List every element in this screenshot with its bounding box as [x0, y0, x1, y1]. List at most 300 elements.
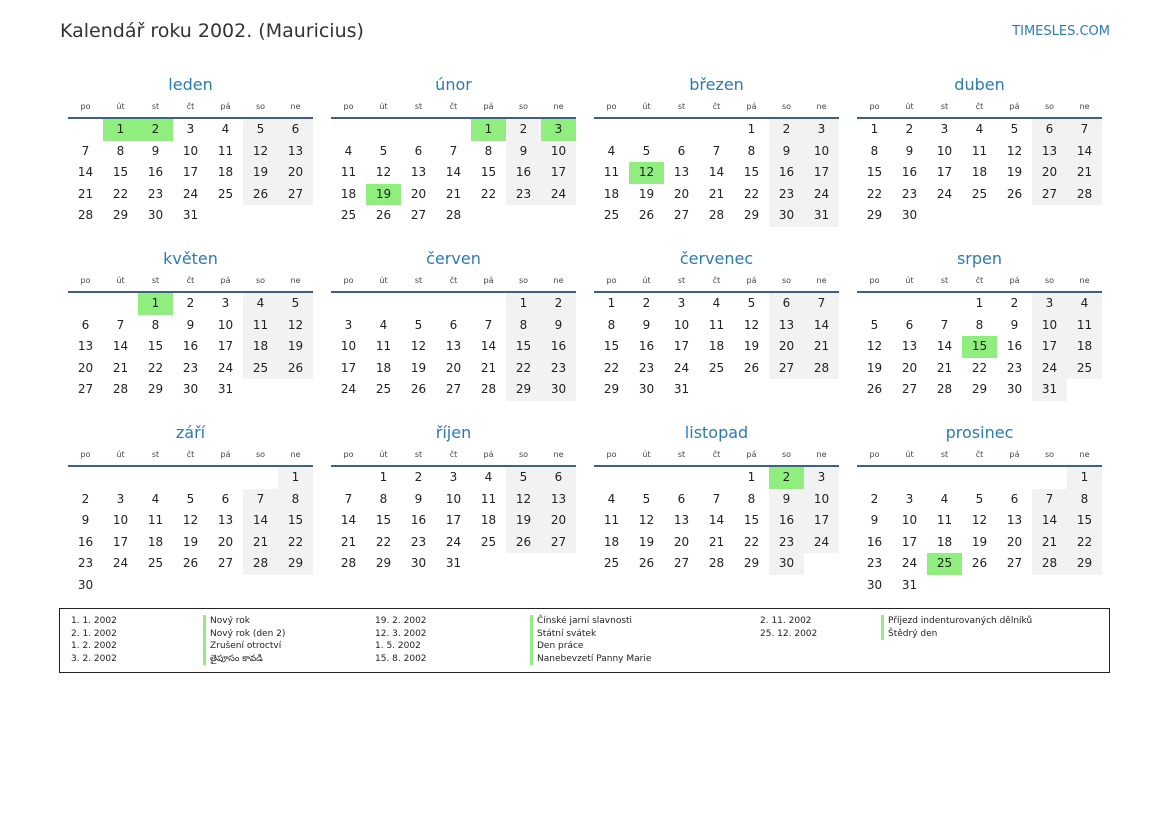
holiday-name: Státní svátek — [530, 628, 651, 641]
day-cell: 13 — [673, 165, 690, 180]
day-cell: 9 — [81, 513, 90, 528]
day-cell: 10 — [1032, 315, 1067, 337]
day-cell: 4 — [379, 317, 388, 332]
weekday-label: pá — [483, 450, 494, 459]
day-cell: 24 — [541, 184, 576, 206]
holiday-name: Příjezd indenturovaných dělníků — [881, 615, 1032, 628]
day-cell: 3 — [905, 491, 914, 506]
empty-cell — [699, 467, 734, 489]
day-cell: 1 — [278, 467, 313, 489]
empty-cell — [699, 379, 734, 401]
empty-cell — [857, 467, 892, 489]
month-říjen — [331, 421, 576, 595]
day-cell: 14 — [804, 315, 839, 337]
day-cell: 5 — [642, 143, 651, 158]
day-cell: 19 — [638, 534, 655, 549]
day-cell: 19 — [743, 339, 760, 354]
day-cell: 1 — [975, 296, 984, 310]
day-cell: 5 — [1010, 122, 1019, 136]
day-cell: 2 — [414, 470, 423, 484]
day-cell: 10 — [340, 339, 357, 354]
day-cell: 4 — [1067, 293, 1102, 315]
empty-cell — [997, 575, 1032, 597]
day-cell: 18 — [603, 186, 620, 201]
weekday-label: čt — [449, 450, 458, 459]
weekday-label: pá — [746, 450, 757, 459]
weekday-label: st — [940, 276, 949, 285]
day-cell: 25 — [480, 534, 497, 549]
day-cell: 9 — [769, 489, 804, 511]
holiday-date: 15. 8. 2002 — [375, 653, 427, 664]
legend-dates-2 — [375, 615, 427, 665]
day-cell: 14 — [708, 513, 725, 528]
day-cell: 6 — [677, 491, 686, 506]
weekday-label: ne — [816, 450, 827, 459]
day-cell: 10 — [182, 143, 199, 158]
day-cell: 14 — [708, 165, 725, 180]
day-cell: 30 — [410, 556, 427, 571]
empty-cell — [1032, 205, 1067, 227]
day-cell: 8 — [747, 491, 756, 506]
day-grid — [857, 293, 1102, 401]
day-cell: 18 — [1067, 336, 1102, 358]
day-cell: 26 — [506, 532, 541, 554]
weekday-label: čt — [186, 450, 195, 459]
empty-cell — [331, 467, 366, 489]
empty-cell — [1032, 467, 1067, 489]
day-cell: 9 — [186, 317, 195, 332]
weekday-label: čt — [975, 450, 984, 459]
weekday-label: ne — [290, 276, 301, 285]
day-cell: 17 — [804, 162, 839, 184]
day-cell: 8 — [116, 143, 125, 158]
weekday-label: so — [518, 276, 529, 285]
day-cell: 18 — [936, 534, 953, 549]
page-title: Kalendář roku 2002. (Mauricius) — [60, 20, 364, 42]
day-cell: 5 — [975, 491, 984, 506]
empty-cell — [1067, 205, 1102, 227]
day-cell: 7 — [804, 293, 839, 315]
day-cell: 16 — [901, 165, 918, 180]
legend-dates-1 — [71, 615, 117, 665]
day-cell: 29 — [375, 556, 392, 571]
day-cell: 1 — [506, 293, 541, 315]
day-cell: 15 — [112, 165, 129, 180]
day-cell: 14 — [445, 165, 462, 180]
weekday-label: po — [80, 450, 91, 459]
empty-cell — [927, 293, 962, 315]
month-name: červenec — [679, 249, 754, 268]
day-cell: 20 — [541, 510, 576, 532]
day-cell: 15 — [506, 336, 541, 358]
empty-cell — [68, 119, 103, 141]
day-cell: 26 — [638, 556, 655, 571]
day-cell: 25 — [708, 360, 725, 375]
day-cell: 24 — [1032, 358, 1067, 380]
day-cell: 21 — [1067, 162, 1102, 184]
weekday-label: ne — [1079, 450, 1090, 459]
day-cell: 28 — [77, 208, 94, 223]
weekday-label: po — [80, 276, 91, 285]
weekday-label: pá — [483, 276, 494, 285]
empty-cell — [243, 379, 278, 401]
day-cell: 25 — [243, 358, 278, 380]
day-cell: 23 — [901, 186, 918, 201]
day-cell: 8 — [607, 317, 616, 332]
empty-cell — [471, 293, 506, 315]
empty-cell — [962, 205, 997, 227]
day-cell: 9 — [151, 143, 160, 158]
day-cell: 30 — [77, 577, 94, 592]
day-cell: 25 — [603, 556, 620, 571]
day-cell: 2 — [905, 122, 914, 136]
day-cell: 3 — [186, 122, 195, 136]
day-cell: 17 — [340, 360, 357, 375]
day-cell: 8 — [379, 491, 388, 506]
day-cell: 26 — [971, 556, 988, 571]
weekday-label: po — [343, 276, 354, 285]
day-cell: 15 — [1067, 510, 1102, 532]
day-cell: 3 — [116, 491, 125, 506]
empty-cell — [68, 467, 103, 489]
day-cell: 13 — [673, 513, 690, 528]
day-cell: 17 — [182, 165, 199, 180]
day-cell: 18 — [147, 534, 164, 549]
month-name: září — [175, 423, 206, 442]
day-cell: 19 — [971, 534, 988, 549]
day-cell: 12 — [375, 165, 392, 180]
day-cell: 24 — [445, 534, 462, 549]
day-cell: 9 — [642, 317, 651, 332]
weekday-label: st — [414, 450, 423, 459]
day-cell: 23 — [541, 358, 576, 380]
day-cell: 7 — [344, 491, 353, 506]
day-cell: 6 — [449, 317, 458, 332]
weekday-label: út — [379, 102, 388, 111]
day-cell: 22 — [603, 360, 620, 375]
day-cell: 24 — [804, 532, 839, 554]
day-cell: 18 — [971, 165, 988, 180]
day-cell: 16 — [182, 339, 199, 354]
day-cell: 21 — [804, 336, 839, 358]
day-cell: 19 — [182, 534, 199, 549]
day-cell: 11 — [340, 165, 357, 180]
day-cell: 31 — [217, 382, 234, 397]
holiday-date: 1. 2. 2002 — [71, 641, 117, 652]
holiday-name: Den práce — [530, 640, 651, 653]
day-cell: 21 — [708, 534, 725, 549]
weekday-label: po — [80, 102, 91, 111]
day-cell: 18 — [708, 339, 725, 354]
day-cell: 7 — [1032, 489, 1067, 511]
weekday-label: so — [518, 102, 529, 111]
day-cell: 11 — [603, 165, 620, 180]
day-cell: 8 — [278, 489, 313, 511]
day-cell: 19 — [1006, 165, 1023, 180]
day-grid — [857, 119, 1102, 227]
day-cell: 14 — [1067, 141, 1102, 163]
day-cell: 31 — [804, 205, 839, 227]
day-cell: 18 — [217, 165, 234, 180]
day-cell: 31 — [901, 577, 918, 592]
day-cell: 28 — [112, 382, 129, 397]
day-cell: 12 — [243, 141, 278, 163]
day-cell: 5 — [414, 317, 423, 332]
day-cell: 19 — [506, 510, 541, 532]
day-cell: 13 — [1032, 141, 1067, 163]
weekday-label: pá — [483, 102, 494, 111]
day-cell: 20 — [901, 360, 918, 375]
day-cell: 29 — [743, 208, 760, 223]
empty-cell — [138, 575, 173, 597]
day-cell: 22 — [1067, 532, 1102, 554]
day-cell: 22 — [506, 358, 541, 380]
day-cell: 13 — [77, 339, 94, 354]
day-cell: 11 — [147, 513, 164, 528]
day-grid — [68, 119, 313, 227]
empty-cell — [243, 205, 278, 227]
month-červenec — [594, 247, 839, 421]
day-cell: 10 — [217, 317, 234, 332]
day-cell: 2 — [1010, 296, 1019, 310]
day-cell: 9 — [870, 513, 879, 528]
empty-cell — [804, 553, 839, 575]
day-cell: 28 — [936, 382, 953, 397]
day-cell: 6 — [1010, 491, 1019, 506]
weekday-label: po — [606, 102, 617, 111]
day-cell: 27 — [1032, 184, 1067, 206]
empty-cell — [997, 467, 1032, 489]
day-cell: 3 — [940, 122, 949, 136]
weekday-header — [68, 445, 313, 467]
day-cell: 8 — [484, 143, 493, 158]
day-cell: 19 — [866, 360, 883, 375]
day-cell: 6 — [221, 491, 230, 506]
day-cell: 16 — [769, 510, 804, 532]
weekday-label: čt — [712, 450, 721, 459]
weekday-label: út — [642, 276, 651, 285]
empty-cell — [243, 575, 278, 597]
empty-cell — [892, 467, 927, 489]
day-cell: 7 — [116, 317, 125, 332]
empty-cell — [436, 293, 471, 315]
day-cell: 9 — [541, 315, 576, 337]
weekday-label: út — [642, 102, 651, 111]
legend-names-2 — [530, 615, 651, 665]
day-cell: 4 — [975, 122, 984, 136]
empty-cell — [997, 205, 1032, 227]
empty-cell — [471, 205, 506, 227]
day-cell: 18 — [480, 513, 497, 528]
day-cell: 31 — [1032, 379, 1067, 401]
holiday-date: 1. 1. 2002 — [71, 616, 117, 626]
weekday-label: po — [869, 450, 880, 459]
day-cell: 29 — [866, 208, 883, 223]
holiday-date: 19. 2. 2002 — [375, 616, 427, 626]
day-cell: 15 — [743, 513, 760, 528]
day-grid — [68, 467, 313, 597]
day-cell: 31 — [445, 556, 462, 571]
day-cell: 25 — [217, 186, 234, 201]
empty-cell — [1067, 575, 1102, 597]
day-cell: 23 — [182, 360, 199, 375]
weekday-label: út — [116, 102, 125, 111]
day-cell: 10 — [804, 141, 839, 163]
day-cell: 31 — [182, 208, 199, 223]
day-cell: 24 — [182, 186, 199, 201]
day-cell: 9 — [769, 141, 804, 163]
day-cell: 1 — [379, 470, 388, 484]
day-cell: 16 — [541, 336, 576, 358]
empty-cell — [208, 575, 243, 597]
day-cell: 6 — [1032, 119, 1067, 141]
weekday-header — [857, 97, 1102, 119]
empty-cell — [1032, 575, 1067, 597]
empty-cell — [401, 293, 436, 315]
day-grid — [594, 293, 839, 401]
day-cell: 28 — [340, 556, 357, 571]
day-cell: 23 — [77, 556, 94, 571]
empty-cell — [629, 119, 664, 141]
day-cell: 10 — [541, 141, 576, 163]
weekday-label: po — [869, 276, 880, 285]
day-cell: 22 — [480, 186, 497, 201]
month-prosinec — [857, 421, 1102, 595]
day-cell: 6 — [677, 143, 686, 158]
day-cell: 26 — [638, 208, 655, 223]
day-grid — [594, 119, 839, 227]
day-cell: 22 — [971, 360, 988, 375]
day-cell: 22 — [375, 534, 392, 549]
month-květen — [68, 247, 313, 421]
day-cell: 13 — [410, 165, 427, 180]
weekday-label: so — [1044, 276, 1055, 285]
day-cell: 19 — [366, 184, 401, 206]
month-name: duben — [954, 75, 1005, 94]
day-grid — [594, 467, 839, 575]
weekday-label: čt — [186, 276, 195, 285]
day-cell: 11 — [375, 339, 392, 354]
empty-cell — [366, 293, 401, 315]
day-cell: 21 — [445, 186, 462, 201]
month-únor — [331, 73, 576, 247]
day-cell: 28 — [804, 358, 839, 380]
day-cell: 15 — [375, 513, 392, 528]
day-cell: 21 — [112, 360, 129, 375]
weekday-label: út — [642, 450, 651, 459]
day-cell: 21 — [77, 186, 94, 201]
day-cell: 8 — [151, 317, 160, 332]
day-cell: 16 — [147, 165, 164, 180]
weekday-label: so — [518, 450, 529, 459]
day-cell: 29 — [743, 556, 760, 571]
day-cell: 8 — [1067, 489, 1102, 511]
brand-link[interactable]: TIMESLES.COM — [1012, 24, 1110, 39]
weekday-label: so — [1044, 450, 1055, 459]
weekday-label: čt — [975, 102, 984, 111]
day-cell: 26 — [375, 208, 392, 223]
weekday-label: čt — [186, 102, 195, 111]
empty-cell — [366, 119, 401, 141]
weekday-label: po — [606, 450, 617, 459]
day-cell: 2 — [186, 296, 195, 310]
day-cell: 24 — [673, 360, 690, 375]
day-cell: 30 — [769, 553, 804, 575]
legend-dates-3 — [760, 615, 817, 640]
empty-cell — [173, 467, 208, 489]
holiday-date: 25. 12. 2002 — [760, 628, 818, 639]
day-cell: 2 — [769, 119, 804, 141]
day-cell: 17 — [445, 513, 462, 528]
day-cell: 25 — [971, 186, 988, 201]
day-cell: 24 — [936, 186, 953, 201]
day-cell: 26 — [243, 184, 278, 206]
day-cell: 9 — [506, 141, 541, 163]
day-cell: 16 — [769, 162, 804, 184]
day-cell: 1 — [870, 122, 879, 136]
day-cell: 10 — [112, 513, 129, 528]
day-cell: 14 — [243, 510, 278, 532]
empty-cell — [594, 119, 629, 141]
day-cell: 16 — [638, 339, 655, 354]
day-cell: 3 — [449, 470, 458, 484]
weekday-label: pá — [220, 450, 231, 459]
day-cell: 29 — [147, 382, 164, 397]
weekday-label: st — [151, 276, 160, 285]
day-cell: 23 — [769, 532, 804, 554]
weekday-label: ne — [553, 102, 564, 111]
day-cell: 17 — [217, 339, 234, 354]
day-cell: 20 — [769, 336, 804, 358]
empty-cell — [541, 205, 576, 227]
day-cell: 7 — [940, 317, 949, 332]
empty-cell — [629, 467, 664, 489]
empty-cell — [331, 119, 366, 141]
day-cell: 2 — [138, 119, 173, 141]
day-cell: 10 — [673, 317, 690, 332]
day-cell: 10 — [901, 513, 918, 528]
day-cell: 2 — [81, 491, 90, 506]
day-cell: 5 — [642, 491, 651, 506]
day-cell: 6 — [414, 143, 423, 158]
day-cell: 4 — [151, 491, 160, 506]
day-cell: 20 — [1032, 162, 1067, 184]
day-cell: 5 — [278, 293, 313, 315]
day-cell: 25 — [1067, 358, 1102, 380]
day-cell: 6 — [541, 467, 576, 489]
empty-cell — [594, 467, 629, 489]
day-cell: 21 — [708, 186, 725, 201]
holiday-name: Nový rok (den 2) — [203, 628, 285, 641]
day-cell: 13 — [217, 513, 234, 528]
day-cell: 12 — [1006, 143, 1023, 158]
day-cell: 4 — [484, 470, 493, 484]
month-name: říjen — [435, 423, 472, 442]
empty-cell — [506, 205, 541, 227]
weekday-label: so — [255, 276, 266, 285]
holiday-name: Čínské jarní slavnosti — [530, 615, 651, 628]
day-cell: 8 — [747, 143, 756, 158]
weekday-label: st — [414, 276, 423, 285]
holiday-name: Nový rok — [203, 615, 285, 628]
day-cell: 25 — [340, 208, 357, 223]
weekday-label: so — [781, 276, 792, 285]
empty-cell — [436, 119, 471, 141]
day-cell: 20 — [410, 186, 427, 201]
day-cell: 11 — [603, 513, 620, 528]
day-cell: 7 — [81, 143, 90, 158]
day-cell: 12 — [278, 315, 313, 337]
